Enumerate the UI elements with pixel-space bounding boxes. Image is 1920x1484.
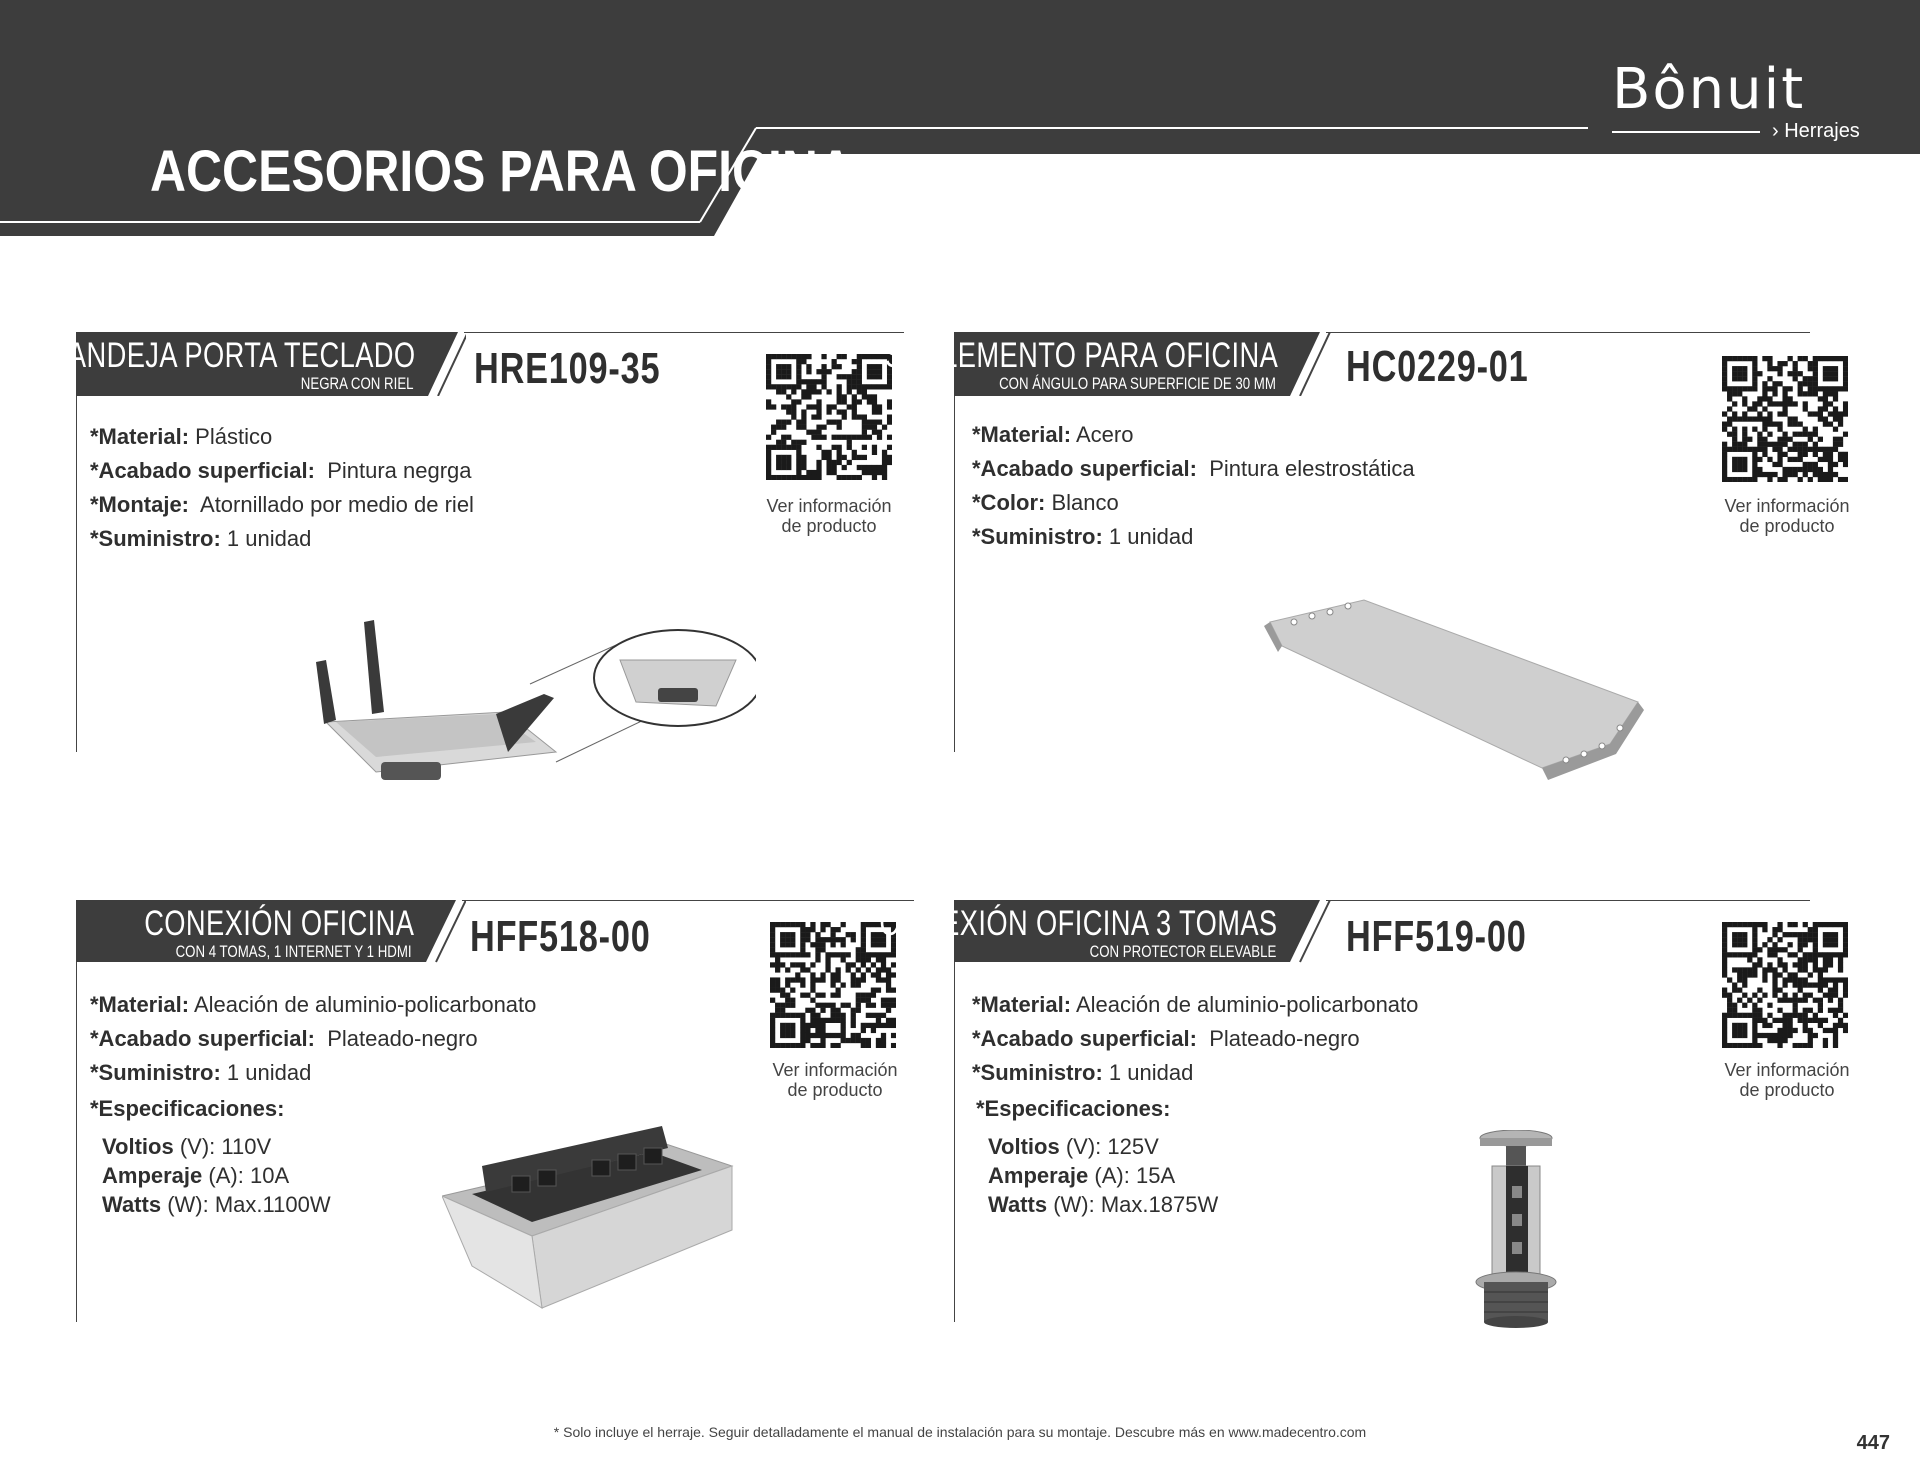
divider <box>954 396 955 752</box>
divider <box>1326 332 1810 333</box>
spec-material: *Material: Acero <box>972 422 1134 447</box>
qr-code[interactable] <box>1722 922 1848 1048</box>
spec-finish: *Acabado superficial: Plateado-negro <box>90 1026 478 1051</box>
product-title: BANDEJA PORTA TECLADO <box>49 336 416 375</box>
product-subtitle: CON 4 TOMAS, 1 INTERNET Y 1 HDMI <box>175 942 412 961</box>
page-title: ACCESORIOS PARA OFICINA <box>150 139 854 204</box>
product-subtitle: CON PROTECTOR ELEVABLE <box>1089 942 1276 961</box>
page-number: 447 <box>1856 1432 1890 1454</box>
divider <box>462 900 914 901</box>
product-card-keyboard-tray <box>49 332 916 762</box>
pop-up-socket-image <box>1472 1130 1582 1370</box>
electrical-specs <box>988 1132 1418 1219</box>
divider <box>76 962 77 1322</box>
spec-watts: Watts (W): Max.1100W <box>102 1192 331 1217</box>
product-title: CONEXIÓN OFICINA 3 TOMAS <box>879 904 1278 943</box>
product-card-office-connection-3-outlets <box>879 900 1850 1330</box>
footer-note: * Solo incluye el herraje. Seguir detalladamente el manual de instalación para su montaje. Descubre más en www.madecentro.com <box>553 1424 1367 1440</box>
page-header <box>0 0 1920 240</box>
qr-caption: Ver información de producto <box>772 1060 898 1100</box>
qr-caption: Ver información de producto <box>766 496 892 536</box>
spec-finish: *Acabado superficial: Pintura negrga <box>90 458 472 483</box>
divider <box>954 962 955 1322</box>
spec-supply: *Suministro: 1 unidad <box>972 524 1194 549</box>
qr-code[interactable] <box>766 354 892 480</box>
spec-finish: *Acabado superficial: Pintura elestrostática <box>972 456 1415 481</box>
product-code: HRE109-35 <box>474 344 661 393</box>
product-subtitle: NEGRA CON RIEL <box>301 374 414 393</box>
qr-code[interactable] <box>1722 356 1848 482</box>
spec-material: *Material: Plástico <box>90 424 273 449</box>
spec-list <box>90 420 474 556</box>
spec-watts: Watts (W): Max.1875W <box>988 1192 1219 1217</box>
keyboard-tray-image <box>296 602 756 802</box>
qr-caption: Ver información de producto <box>1724 496 1850 536</box>
qr-caption: Ver información de producto <box>1724 1060 1850 1100</box>
brand-subtitle: › Herrajes <box>1772 120 1860 142</box>
spec-amperage: Amperaje (A): 15A <box>988 1163 1176 1188</box>
product-card-office-supplement <box>884 332 1850 762</box>
spec-amperage: Amperaje (A): 10A <box>102 1163 290 1188</box>
supplement-plate-image <box>1264 592 1664 812</box>
product-code: HC0229-01 <box>1346 342 1529 391</box>
product-subtitle: CON ÁNGULO PARA SUPERFICIE DE 30 MM <box>999 374 1276 393</box>
spec-supply: *Suministro: 1 unidad <box>972 1060 1194 1085</box>
spec-material: *Material: Aleación de aluminio-policarbonato <box>90 992 537 1017</box>
brand-logo <box>1612 57 1860 142</box>
brand-name: Bônuit <box>1612 57 1806 122</box>
spec-list <box>972 418 1415 554</box>
product-code: HFF519-00 <box>1346 912 1527 961</box>
spec-finish: *Acabado superficial: Plateado-negro <box>972 1026 1360 1051</box>
divider <box>76 396 77 752</box>
spec-material: *Material: Aleación de aluminio-policarbonato <box>972 992 1419 1017</box>
product-card-office-connection <box>76 900 916 1330</box>
spec-list <box>972 988 1418 1219</box>
spec-mounting: *Montaje: Atornillado por medio de riel <box>90 492 474 517</box>
spec-supply: *Suministro: 1 unidad <box>90 526 312 551</box>
brand-underline <box>1612 131 1760 133</box>
product-code: HFF518-00 <box>470 912 651 961</box>
divider <box>1326 900 1810 901</box>
qr-code[interactable] <box>770 922 896 1048</box>
divider <box>464 332 904 333</box>
spec-voltage: Voltios (V): 125V <box>988 1134 1159 1159</box>
spec-specifications: *Especificaciones: <box>90 1096 285 1121</box>
product-title: CONEXIÓN OFICINA <box>143 904 414 943</box>
spec-specifications: *Especificaciones: <box>976 1096 1171 1121</box>
chevron-right-icon: › <box>1772 120 1779 142</box>
spec-voltage: Voltios (V): 110V <box>102 1134 272 1159</box>
product-title: SUPLEMENTO PARA OFICINA <box>884 336 1278 375</box>
spec-color: *Color: Blanco <box>972 490 1119 515</box>
office-connection-image <box>442 1126 762 1326</box>
spec-supply: *Suministro: 1 unidad <box>90 1060 312 1085</box>
